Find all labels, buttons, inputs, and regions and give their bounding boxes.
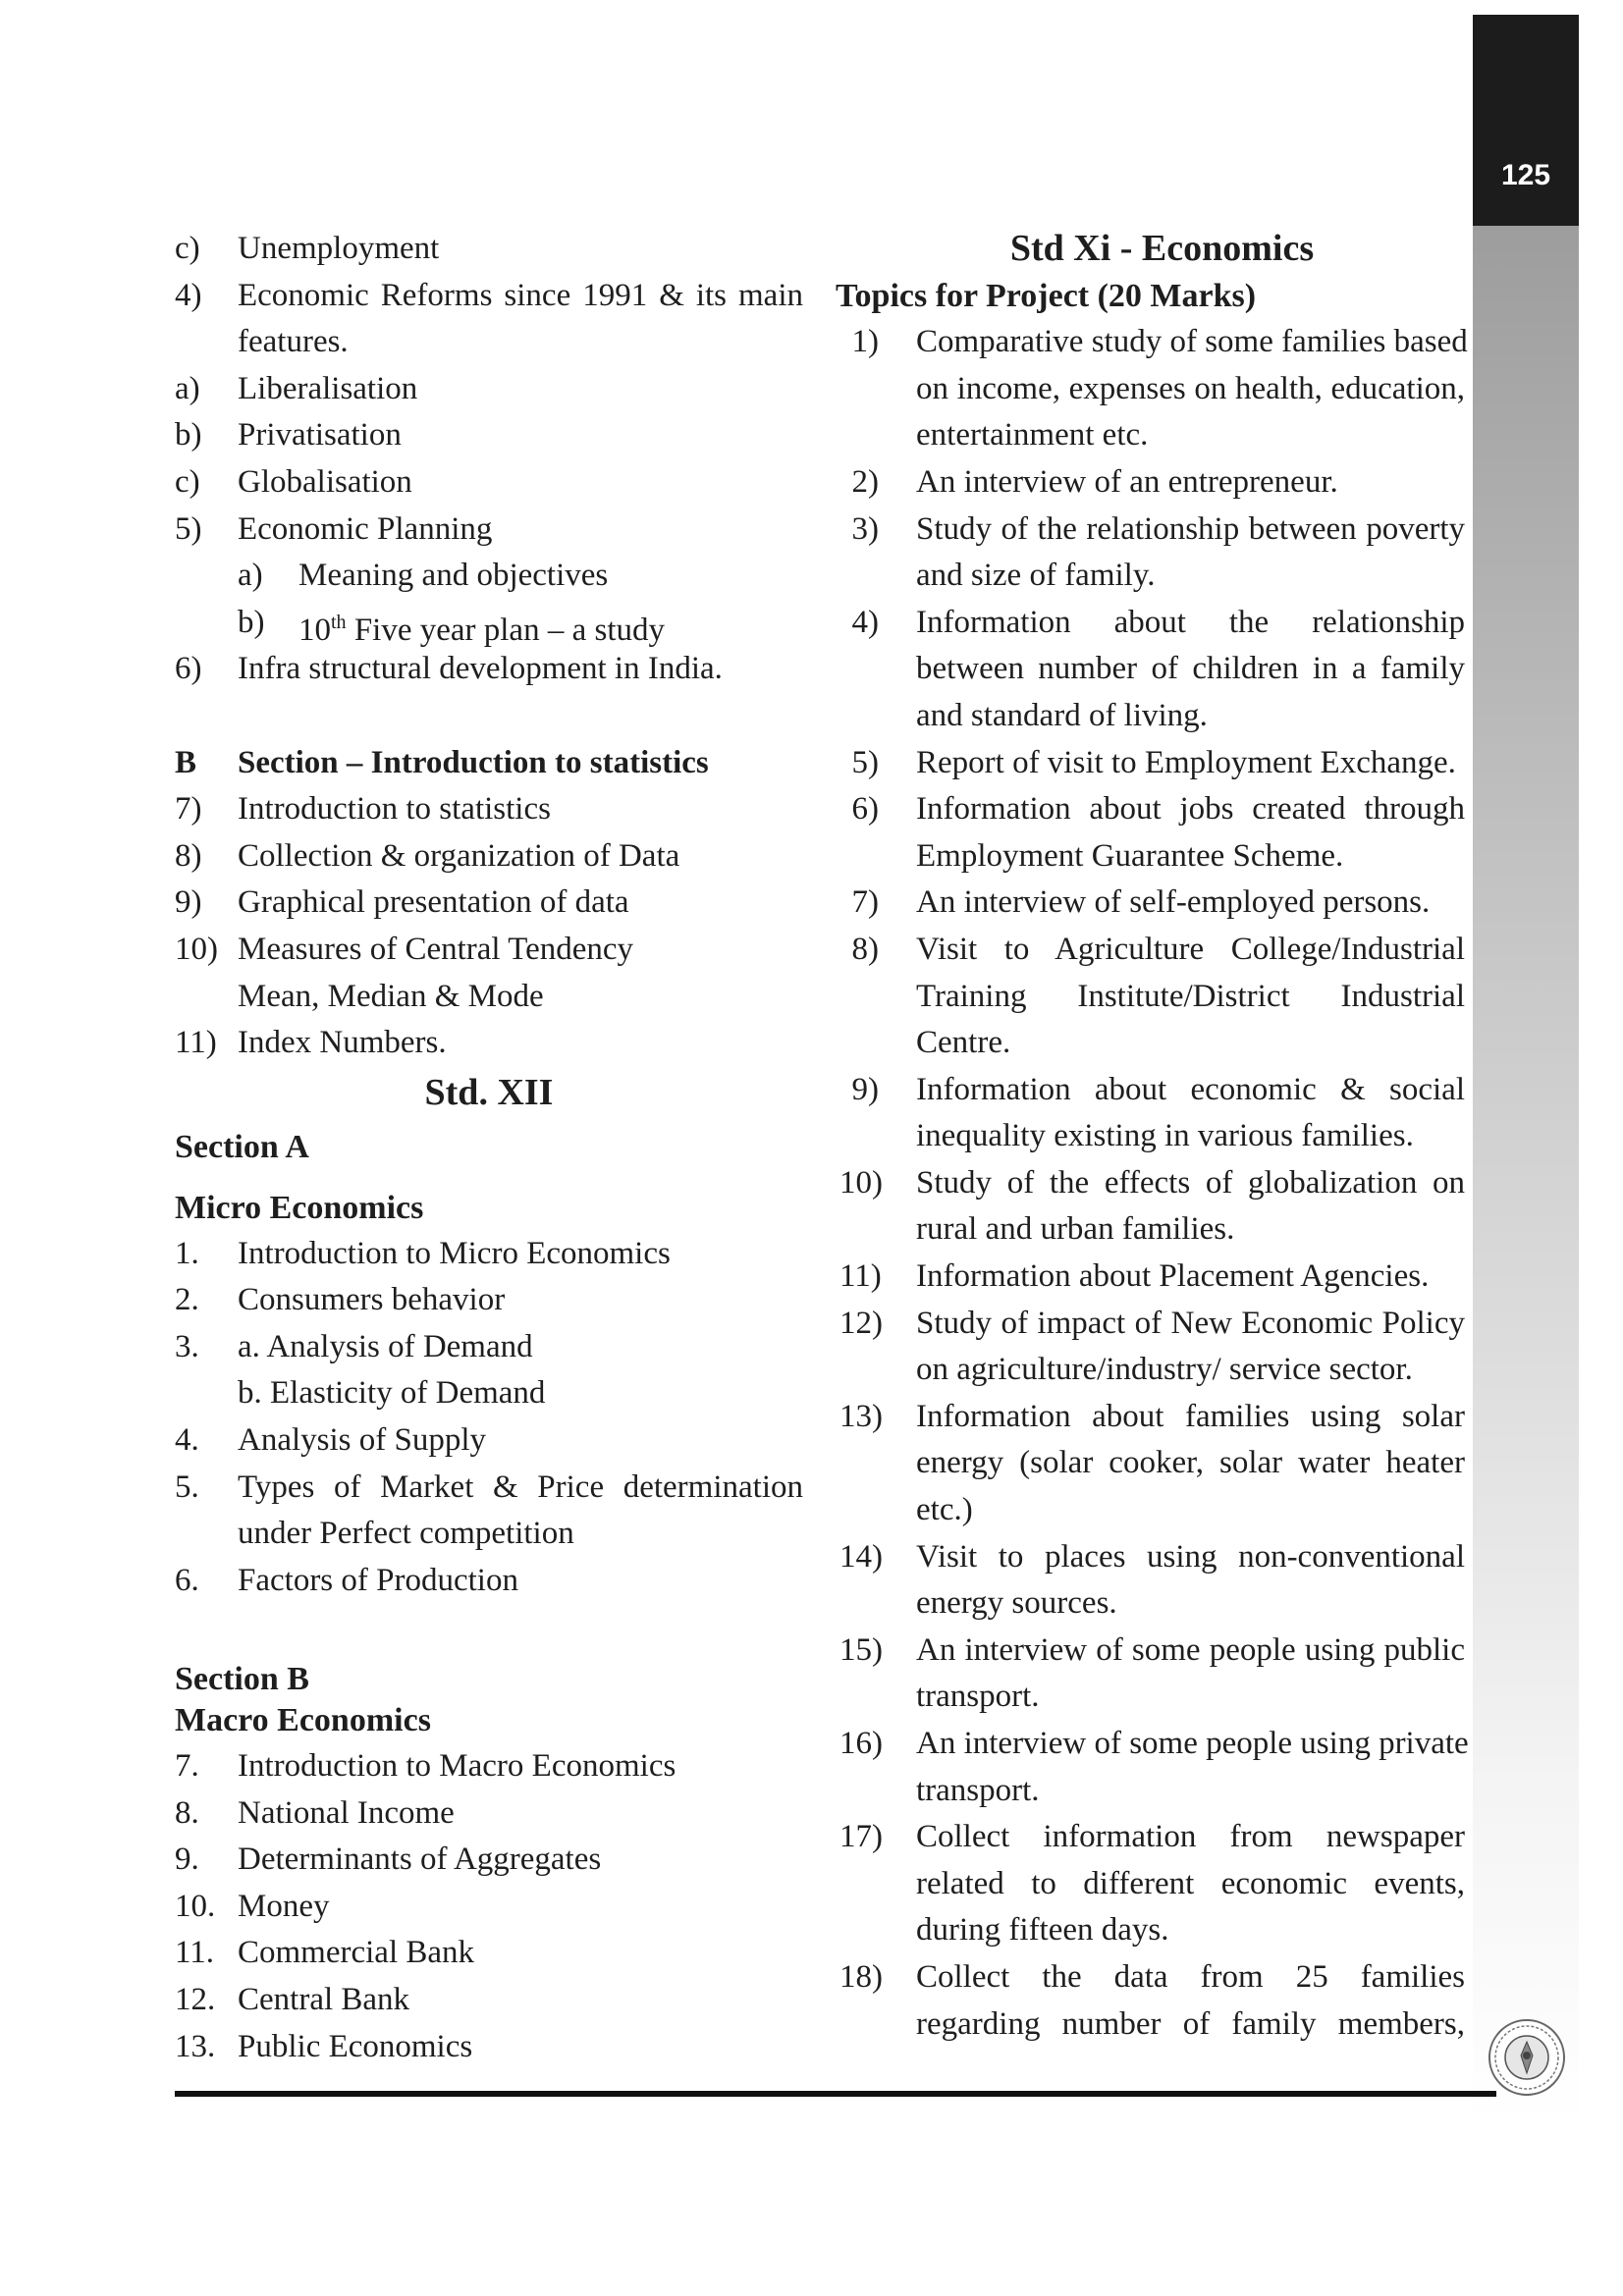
list-item-text: Introduction to Macro Economics bbox=[238, 1748, 676, 1785]
list-item-text: Study of the effects of globalization on bbox=[916, 1164, 1465, 1201]
syllabus-list bbox=[175, 226, 803, 693]
list-item-text: during fifteen days. bbox=[916, 1912, 1169, 1949]
list-item-text: regarding number of family members, bbox=[916, 2005, 1465, 2042]
list-item-text: Visit to Agriculture College/Industrial bbox=[916, 931, 1465, 967]
list-item-number: 8) bbox=[851, 931, 879, 967]
list-item-text: Economic Planning bbox=[238, 510, 493, 547]
list-item-text: Training Institute/District Industrial bbox=[916, 978, 1465, 1014]
list-item bbox=[839, 1440, 1465, 1487]
list-item-text: a. Analysis of Demand bbox=[238, 1328, 533, 1364]
spacer bbox=[175, 693, 803, 740]
section-b-heading: Section B bbox=[175, 1661, 309, 1698]
list-item-number: 7) bbox=[175, 791, 202, 828]
list-item-number: 5. bbox=[175, 1468, 199, 1505]
list-item-number: 11) bbox=[839, 1258, 882, 1295]
list-item-text: Liberalisation bbox=[238, 370, 418, 406]
list-item-text: Collect information from newspaper bbox=[916, 1819, 1465, 1855]
list-item-text: and size of family. bbox=[916, 558, 1156, 594]
list-item bbox=[839, 459, 1465, 507]
list-item bbox=[175, 1884, 803, 1931]
list-item-text: Analysis of Supply bbox=[238, 1422, 487, 1459]
list-item-number: a) bbox=[175, 370, 200, 406]
list-item-text: features. bbox=[238, 324, 349, 360]
list-item-text: Information about economic & social bbox=[916, 1071, 1465, 1107]
list-item-number: 12) bbox=[839, 1305, 883, 1341]
list-item-number: 5) bbox=[851, 744, 879, 780]
list-item-text: inequality existing in various families. bbox=[916, 1118, 1414, 1154]
list-item-text: transport. bbox=[916, 1772, 1040, 1808]
list-item-text: Public Economics bbox=[238, 2028, 473, 2064]
list-item-number: 5) bbox=[175, 510, 202, 547]
list-item-text: Information about Placement Agencies. bbox=[916, 1258, 1430, 1295]
list-item bbox=[839, 553, 1465, 600]
list-item-number: 6. bbox=[175, 1562, 199, 1598]
list-item-text: Privatisation bbox=[238, 417, 402, 454]
list-item bbox=[839, 1020, 1465, 1067]
list-item bbox=[839, 1067, 1465, 1114]
list-item-text: Globalisation bbox=[238, 463, 412, 500]
list-item-text: on income, expenses on health, education, bbox=[916, 370, 1465, 406]
spacer bbox=[175, 1604, 803, 1651]
list-item bbox=[839, 1907, 1465, 1954]
list-item-text: Determinants of Aggregates bbox=[238, 1842, 602, 1878]
list-item-text: Information about jobs created through bbox=[916, 791, 1465, 828]
list-item-number: 17) bbox=[839, 1819, 883, 1855]
std-xi-economics-title: Std Xi - Economics bbox=[1009, 228, 1315, 269]
list-item-text: related to different economic events, bbox=[916, 1865, 1465, 1901]
list-item bbox=[839, 1628, 1465, 1675]
list-item-number: 8) bbox=[175, 837, 202, 874]
list-item bbox=[175, 1417, 803, 1465]
right-column bbox=[836, 226, 1469, 2048]
list-item bbox=[175, 1465, 803, 1512]
list-item bbox=[175, 366, 803, 413]
list-item-number: 13) bbox=[839, 1398, 883, 1434]
list-item-text: entertainment etc. bbox=[916, 417, 1149, 454]
list-item bbox=[839, 1113, 1465, 1160]
page-edge-gradient bbox=[1473, 226, 1579, 2125]
list-item-number: 10) bbox=[175, 931, 218, 967]
list-item bbox=[839, 1580, 1465, 1628]
list-item-number: 12. bbox=[175, 1982, 216, 2017]
list-item-text: Information about the relationship bbox=[916, 604, 1465, 640]
list-item-text: Comparative study of some families based bbox=[916, 324, 1468, 360]
list-item-text: Employment Guarantee Scheme. bbox=[916, 837, 1344, 874]
list-item-text: Centre. bbox=[916, 1025, 1011, 1061]
list-item bbox=[175, 1511, 803, 1558]
list-item-text: Economic Reforms since 1991 & its main bbox=[238, 277, 803, 313]
list-item-number: 14) bbox=[839, 1538, 883, 1575]
list-item bbox=[839, 1814, 1465, 1861]
bottom-rule bbox=[175, 2091, 1496, 2097]
list-item bbox=[175, 1977, 803, 2024]
list-item bbox=[839, 927, 1465, 974]
project-topics-list bbox=[839, 319, 1469, 2048]
list-item-number: 9. bbox=[175, 1842, 199, 1878]
list-item bbox=[175, 1370, 803, 1417]
list-item bbox=[839, 2002, 1465, 2049]
statistics-list bbox=[175, 786, 803, 1067]
section-letter: B bbox=[175, 744, 197, 780]
list-item-text: Unemployment bbox=[238, 231, 440, 266]
list-item bbox=[839, 366, 1465, 413]
list-item-number: 1) bbox=[851, 324, 879, 360]
std-xii-heading: Std. XII bbox=[424, 1071, 554, 1113]
list-item-number: 13. bbox=[175, 2028, 216, 2064]
list-item-number: 15) bbox=[839, 1631, 883, 1668]
section-title: Section – Introduction to statistics bbox=[238, 744, 709, 780]
list-item bbox=[839, 1674, 1465, 1721]
list-item-text: Infra structural development in India. bbox=[238, 651, 723, 687]
list-item bbox=[175, 786, 803, 833]
list-item bbox=[839, 507, 1465, 554]
list-item bbox=[839, 1534, 1465, 1581]
list-item bbox=[175, 1231, 803, 1278]
macro-economics-list bbox=[175, 1743, 803, 2070]
list-item bbox=[175, 880, 803, 927]
list-item-text: An interview of an entrepreneur. bbox=[916, 463, 1338, 500]
list-item-number: 4) bbox=[175, 277, 202, 313]
list-item-number: 2. bbox=[175, 1282, 199, 1318]
list-item-text: rural and urban families. bbox=[916, 1211, 1235, 1248]
list-item bbox=[839, 1301, 1465, 1348]
list-item-text: under Perfect competition bbox=[238, 1516, 574, 1552]
list-item-number: 9) bbox=[175, 884, 202, 921]
list-item-number: 4) bbox=[851, 604, 879, 640]
list-item bbox=[839, 740, 1465, 787]
list-item-text: An interview of some people using private bbox=[916, 1726, 1469, 1761]
list-item bbox=[175, 2024, 803, 2071]
list-item-text: Mean, Median & Mode bbox=[238, 978, 544, 1014]
list-item-number: 11. bbox=[175, 1935, 215, 1971]
list-item-text: between number of children in a family bbox=[916, 651, 1465, 687]
list-item-text: Visit to places using non-conventional bbox=[916, 1538, 1465, 1575]
list-item bbox=[839, 1768, 1465, 1815]
list-item bbox=[839, 1861, 1465, 1908]
list-item bbox=[839, 880, 1465, 927]
list-item bbox=[175, 974, 803, 1021]
list-item bbox=[839, 1206, 1465, 1254]
list-item bbox=[839, 693, 1465, 740]
emblem-seal-icon bbox=[1486, 2016, 1568, 2099]
list-item bbox=[175, 319, 803, 366]
list-item bbox=[175, 1837, 803, 1884]
list-item-text: Introduction to statistics bbox=[238, 791, 551, 828]
list-item-number: 2) bbox=[851, 463, 879, 500]
list-item-number: c) bbox=[175, 231, 200, 266]
list-item bbox=[839, 646, 1465, 693]
list-item bbox=[839, 1394, 1465, 1441]
project-topics-heading: Topics for Project (20 Marks) bbox=[836, 277, 1257, 314]
list-item bbox=[839, 1954, 1465, 2002]
section-a-heading: Section A bbox=[175, 1128, 309, 1165]
list-item-text: b. Elasticity of Demand bbox=[238, 1375, 546, 1412]
list-item-text: energy (solar cooker, solar water heater bbox=[916, 1445, 1465, 1481]
ordinal-number: 10 bbox=[298, 612, 331, 648]
list-item bbox=[175, 927, 803, 974]
list-item-number: 7) bbox=[851, 884, 879, 921]
list-item bbox=[175, 273, 803, 320]
list-item-text: and standard of living. bbox=[916, 697, 1208, 733]
list-item bbox=[175, 226, 803, 273]
section-b-statistics-heading bbox=[175, 740, 803, 787]
micro-economics-list bbox=[175, 1231, 803, 1605]
list-item bbox=[839, 600, 1465, 647]
list-item-number: a) bbox=[238, 558, 263, 594]
list-item bbox=[175, 1558, 803, 1605]
list-item-number: 11) bbox=[175, 1025, 217, 1061]
list-item bbox=[839, 833, 1465, 881]
list-item-text: Collect the data from 25 families bbox=[916, 1958, 1465, 1995]
list-item bbox=[175, 553, 803, 600]
list-item-text: energy sources. bbox=[916, 1585, 1117, 1622]
list-item bbox=[839, 319, 1468, 366]
list-item-text: Introduction to Micro Economics bbox=[238, 1235, 671, 1271]
list-item-text: Index Numbers. bbox=[238, 1025, 447, 1061]
list-item bbox=[175, 1930, 803, 1977]
list-item-text: An interview of self-employed persons. bbox=[916, 884, 1431, 921]
list-item bbox=[175, 1020, 803, 1067]
list-item-number: 8. bbox=[175, 1794, 199, 1831]
list-item-number: 3) bbox=[851, 510, 879, 547]
list-item-text: Report of visit to Employment Exchange. bbox=[916, 744, 1456, 780]
list-item bbox=[839, 1347, 1465, 1394]
list-item-rest: Five year plan – a study bbox=[346, 612, 665, 648]
list-item-text: Money bbox=[238, 1888, 330, 1924]
list-item-text: Central Bank bbox=[238, 1982, 410, 2017]
list-item bbox=[839, 412, 1465, 459]
list-item-number: b) bbox=[175, 417, 202, 454]
page-tab bbox=[1473, 15, 1579, 226]
list-item bbox=[839, 786, 1465, 833]
list-item-number: 18) bbox=[839, 1958, 883, 1995]
list-item-text: Factors of Production bbox=[238, 1562, 518, 1598]
list-item-number: 3. bbox=[175, 1328, 199, 1364]
list-item-number: 1. bbox=[175, 1235, 199, 1271]
ordinal-suffix: th bbox=[331, 611, 347, 633]
left-column bbox=[175, 226, 803, 2070]
page-number: 125 bbox=[1500, 159, 1551, 191]
list-item-number: b) bbox=[238, 604, 265, 640]
list-item bbox=[175, 507, 803, 554]
list-item-text: Commercial Bank bbox=[238, 1935, 475, 1971]
list-item-number: 6) bbox=[851, 791, 879, 828]
list-item bbox=[839, 1160, 1465, 1207]
list-item-text: on agriculture/industry/ service sector. bbox=[916, 1352, 1413, 1388]
list-item bbox=[175, 412, 803, 459]
list-item-number: 10. bbox=[175, 1888, 216, 1924]
list-item-text: Types of Market & Price determination bbox=[238, 1468, 803, 1505]
list-item-number: 9) bbox=[851, 1071, 879, 1107]
list-item-text: Graphical presentation of data bbox=[238, 884, 629, 921]
list-item bbox=[175, 1277, 803, 1324]
list-item-number: 7. bbox=[175, 1748, 199, 1785]
list-item-text: An interview of some people using public bbox=[916, 1631, 1465, 1668]
list-item bbox=[175, 1324, 803, 1371]
macro-economics-heading: Macro Economics bbox=[175, 1702, 431, 1739]
micro-economics-heading: Micro Economics bbox=[175, 1189, 424, 1226]
list-item-number: c) bbox=[175, 463, 200, 500]
list-item-text: Collection & organization of Data bbox=[238, 837, 680, 874]
list-item-text: Meaning and objectives bbox=[298, 558, 609, 594]
list-item-number: 6) bbox=[175, 651, 202, 687]
list-item-text: Study of impact of New Economic Policy bbox=[916, 1305, 1465, 1341]
list-item-number: 16) bbox=[839, 1726, 883, 1761]
list-item-number: 4. bbox=[175, 1422, 199, 1459]
list-item bbox=[175, 646, 803, 693]
list-item bbox=[175, 600, 803, 647]
list-item-text: etc.) bbox=[916, 1492, 973, 1528]
list-item-text: transport. bbox=[916, 1679, 1040, 1715]
list-item bbox=[175, 1790, 803, 1838]
list-item bbox=[175, 833, 803, 881]
list-item bbox=[839, 1721, 1469, 1768]
list-item-text: National Income bbox=[238, 1794, 455, 1831]
list-item bbox=[175, 1743, 803, 1790]
list-item-text: Consumers behavior bbox=[238, 1282, 506, 1318]
list-item bbox=[175, 459, 803, 507]
list-item-number: 10) bbox=[839, 1164, 883, 1201]
list-item bbox=[839, 1254, 1465, 1301]
list-item-text: Information about families using solar bbox=[916, 1398, 1465, 1434]
list-item bbox=[839, 1487, 1465, 1534]
list-item-text: Study of the relationship between poverty bbox=[916, 510, 1465, 547]
list-item bbox=[839, 974, 1465, 1021]
list-item-text: Measures of Central Tendency bbox=[238, 931, 634, 967]
